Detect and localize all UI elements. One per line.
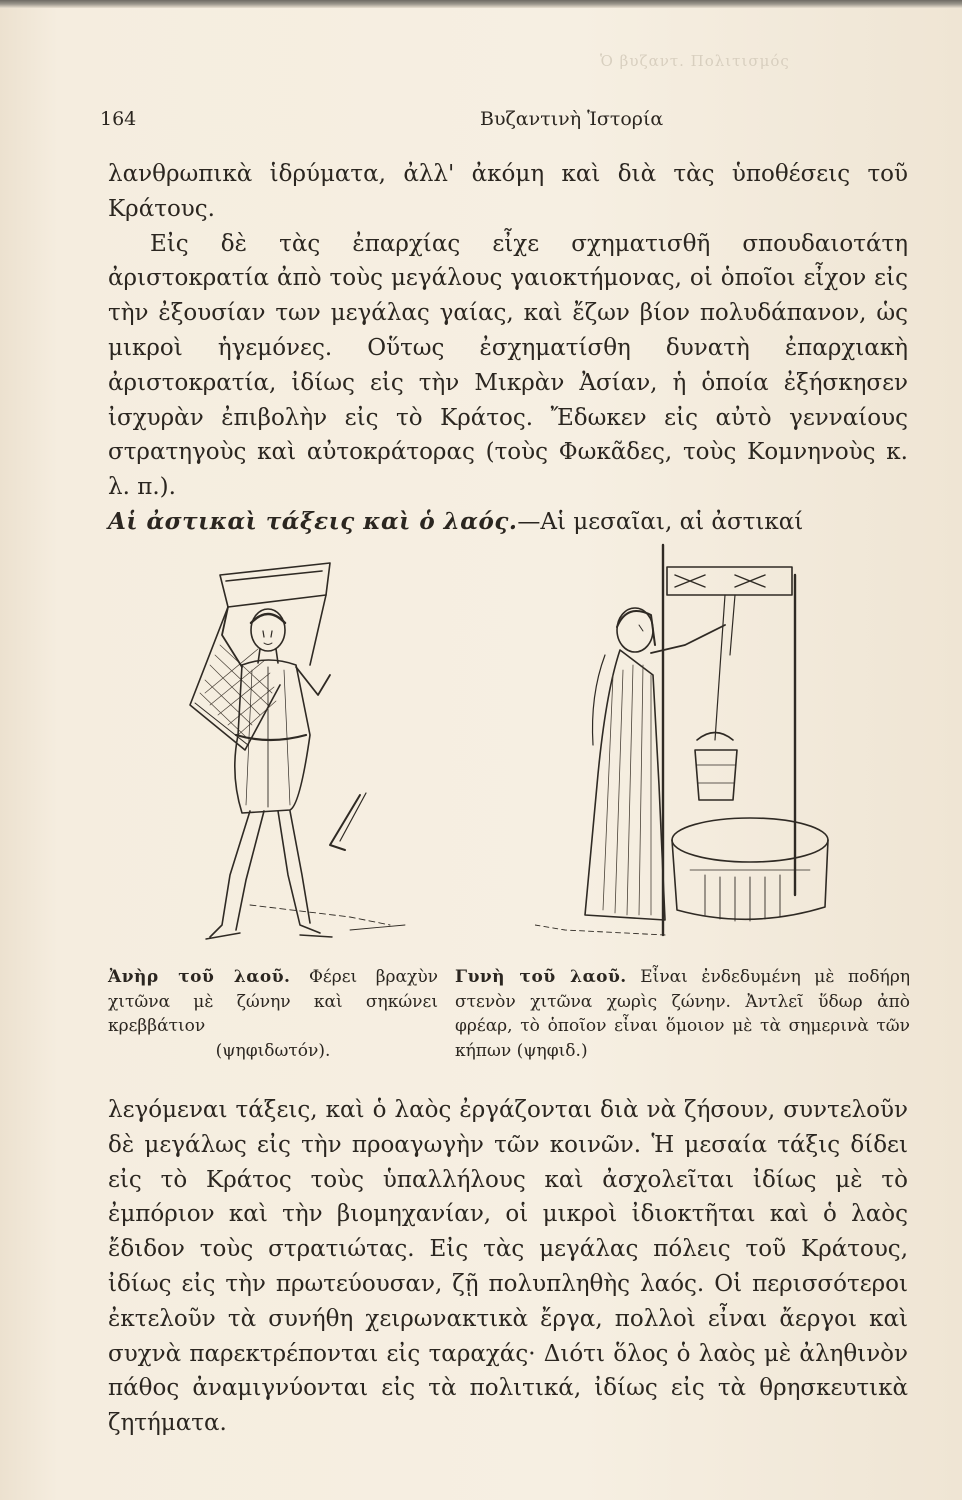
body-text-bottom: [108, 1093, 908, 1441]
running-title: Βυζαντινὴ Ἱστορία: [480, 108, 664, 130]
paragraph: λανθρωπικὰ ἱδρύματα, ἀλλ' ἀκόμη καὶ διὰ τὰς ὑποθέσεις τοῦ Κράτους.: [108, 161, 908, 222]
figure-woman-of-the-people: [535, 535, 845, 950]
page-number: 164: [100, 108, 137, 130]
caption-right: [455, 965, 910, 1063]
woman-at-well-illustration: [535, 535, 845, 950]
section-title: Αἱ ἀστικαὶ τάξεις καὶ ὁ λαός.: [108, 507, 518, 535]
page-top-edge: [0, 0, 962, 8]
figure-man-of-the-people: [150, 545, 435, 950]
body-text-top: [108, 157, 908, 540]
caption-left-source: (ψηφιδωτόν).: [215, 1040, 331, 1061]
bleed-through-text: Ὁ βυζαντ. Πολιτισμός: [600, 52, 790, 70]
caption-right-text: Εἶναι ἐνδεδυμένη μὲ ποδήρη στενὸν χιτῶνα χωρὶς ζώνην. Ἀντλεῖ ὕδωρ ἀπὸ φρέαρ, τὸ ὁποῖον εἶναι ὅμοιον μὲ τὰ σημερινὰ τῶν κήπων (ψηφιδ.): [455, 967, 911, 1061]
page-header: [100, 108, 870, 136]
paragraph: Εἰς δὲ τὰς ἐπαρχίας εἶχε σχηματισθῆ σπουδαιοτάτη ἀριστοκρατία ἀπὸ τοὺς μεγάλους γαιοκτήμονας, οἱ ὁποῖοι εἶχον εἰς τὴν ἐξουσίαν των μεγάλας γαίας, καὶ ἔζων βίον πολυδάπανον, ὡς μικροὶ ἡγεμόνες. Οὕτως ἐσχηματίσθη δυνατὴ ἐπαρχιακὴ ἀριστοκρατία, ἰδίως εἰς τὴν Μικρὰν Ἀσίαν, ἡ ὁποία ἐξήσκησεν ἰσχυρὰν ἐπιβολὴν εἰς τὸ Κράτος. Ἔδωκεν εἰς αὐτὸ γενναίους στρατηγοὺς καὶ αὐτοκράτορας (τοὺς Φωκᾶδες, τοὺς Κομνηνοὺς κ. λ. π.).: [108, 230, 908, 501]
section-lead: —Αἱ μεσαῖαι, αἱ ἀστικαί: [517, 508, 804, 535]
paragraph: λεγόμεναι τάξεις, καὶ ὁ λαὸς ἐργάζονται διὰ νὰ ζήσουν, συντελοῦν δὲ μεγάλως εἰς τὴν προαγωγὴν τῶν κοινῶν. Ἡ μεσαία τάξις δίδει εἰς τὸ Κράτος τοὺς ὑπαλλήλους καὶ ἀσχολεῖται ἰδίως μὲ τὸ ἐμπόριον καὶ τὴν βιομηχανίαν, οἱ μικροὶ ἰδιοκτῆται καὶ ὁ λαὸς ἔδιδον τοὺς στρατιώτας. Εἰς τὰς μεγάλας πόλεις τοῦ Κράτους, ἰδίως εἰς τὴν πρωτεύουσαν, ζῇ πολυπληθὴς λαός. Οἱ περισσότεροι ἐκτελοῦν τὰ συνήθη χειρωνακτικὰ ἔργα, πολλοὶ εἶναι ἄεργοι καὶ συχνὰ παρεκτρέπονται εἰς ταραχάς· Διότι ὅλος ὁ λαὸς μὲ ἀληθινὸν πάθος ἀναμιγνύονται εἰς τὰ πολιτικά, ἰδίως εἰς τὰ θρησκευτικὰ ζητήματα.: [108, 1097, 908, 1437]
caption-left-title: Ἀνὴρ τοῦ λαοῦ.: [108, 967, 291, 987]
caption-left: [108, 965, 438, 1063]
caption-right-title: Γυνὴ τοῦ λαοῦ.: [455, 967, 627, 987]
caption-left-text: Φέρει βραχὺν χιτῶνα μὲ ζώνην καὶ σηκώνει κρεββάτιον: [108, 967, 439, 1036]
man-carrying-bed-illustration: [150, 545, 435, 950]
